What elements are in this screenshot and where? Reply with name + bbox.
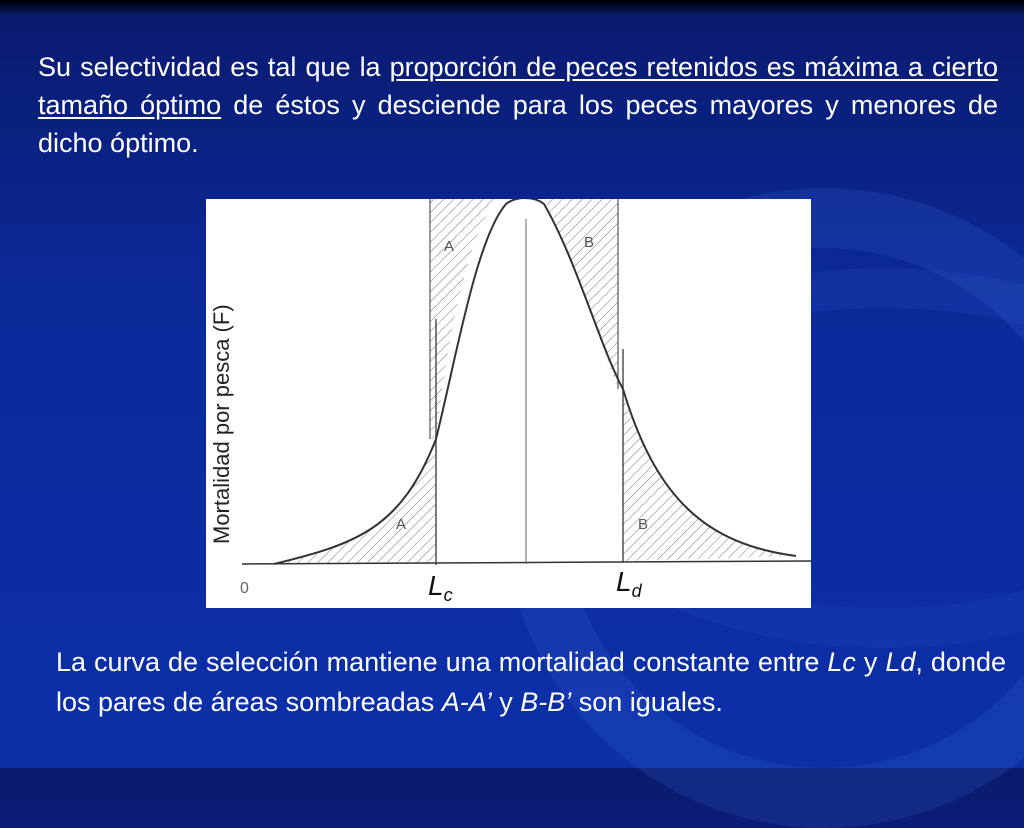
caption-text-2: y: [855, 647, 886, 677]
area-label-lower-left: A: [396, 516, 407, 533]
ld-label: [616, 566, 643, 601]
lc-label: [428, 570, 453, 605]
area-label-upper-left: A: [444, 238, 455, 255]
lc-label-main: L: [428, 570, 444, 601]
lc-label-sub: c: [443, 585, 453, 605]
caption-ld: Ld: [885, 647, 916, 677]
caption-text-1: La curva de selección mantiene una mortalidad constante entre: [56, 647, 828, 677]
intro-text-underlined: proporción de peces retenidos es máxima a cierto tamaño óptimo: [38, 52, 998, 120]
area-lower-right-shading: [623, 389, 796, 561]
caption-bb: B-B’: [520, 687, 572, 717]
area-upper-right-shading: [544, 199, 618, 389]
intro-paragraph: [38, 48, 998, 162]
caption-aa: A-A’: [441, 687, 492, 717]
ld-label-sub: d: [631, 581, 642, 601]
origin-label: 0: [240, 580, 249, 597]
area-label-lower-right: B: [638, 516, 649, 533]
selection-curve: [274, 199, 796, 564]
caption-text-5: son iguales.: [571, 687, 723, 717]
area-label-upper-right: B: [584, 234, 595, 251]
caption-text-3: , donde los pares de áreas sombreadas: [56, 647, 1006, 717]
y-axis-label: Mortalidad por pesca (F): [209, 304, 234, 544]
area-lower-left-shading: [274, 439, 436, 564]
caption-lc: Lc: [827, 647, 856, 677]
caption-text-4: y: [491, 687, 521, 717]
selection-curve-svg: [206, 199, 811, 608]
top-bar: [0, 0, 1024, 16]
intro-text-after: de éstos y desciende para los peces mayores y menores de dicho óptimo.: [38, 90, 998, 158]
caption-paragraph: [56, 642, 1006, 722]
ld-label-main: L: [616, 566, 632, 597]
intro-text-before: Su selectividad es tal que la: [38, 52, 390, 82]
selection-curve-figure: [206, 199, 811, 608]
